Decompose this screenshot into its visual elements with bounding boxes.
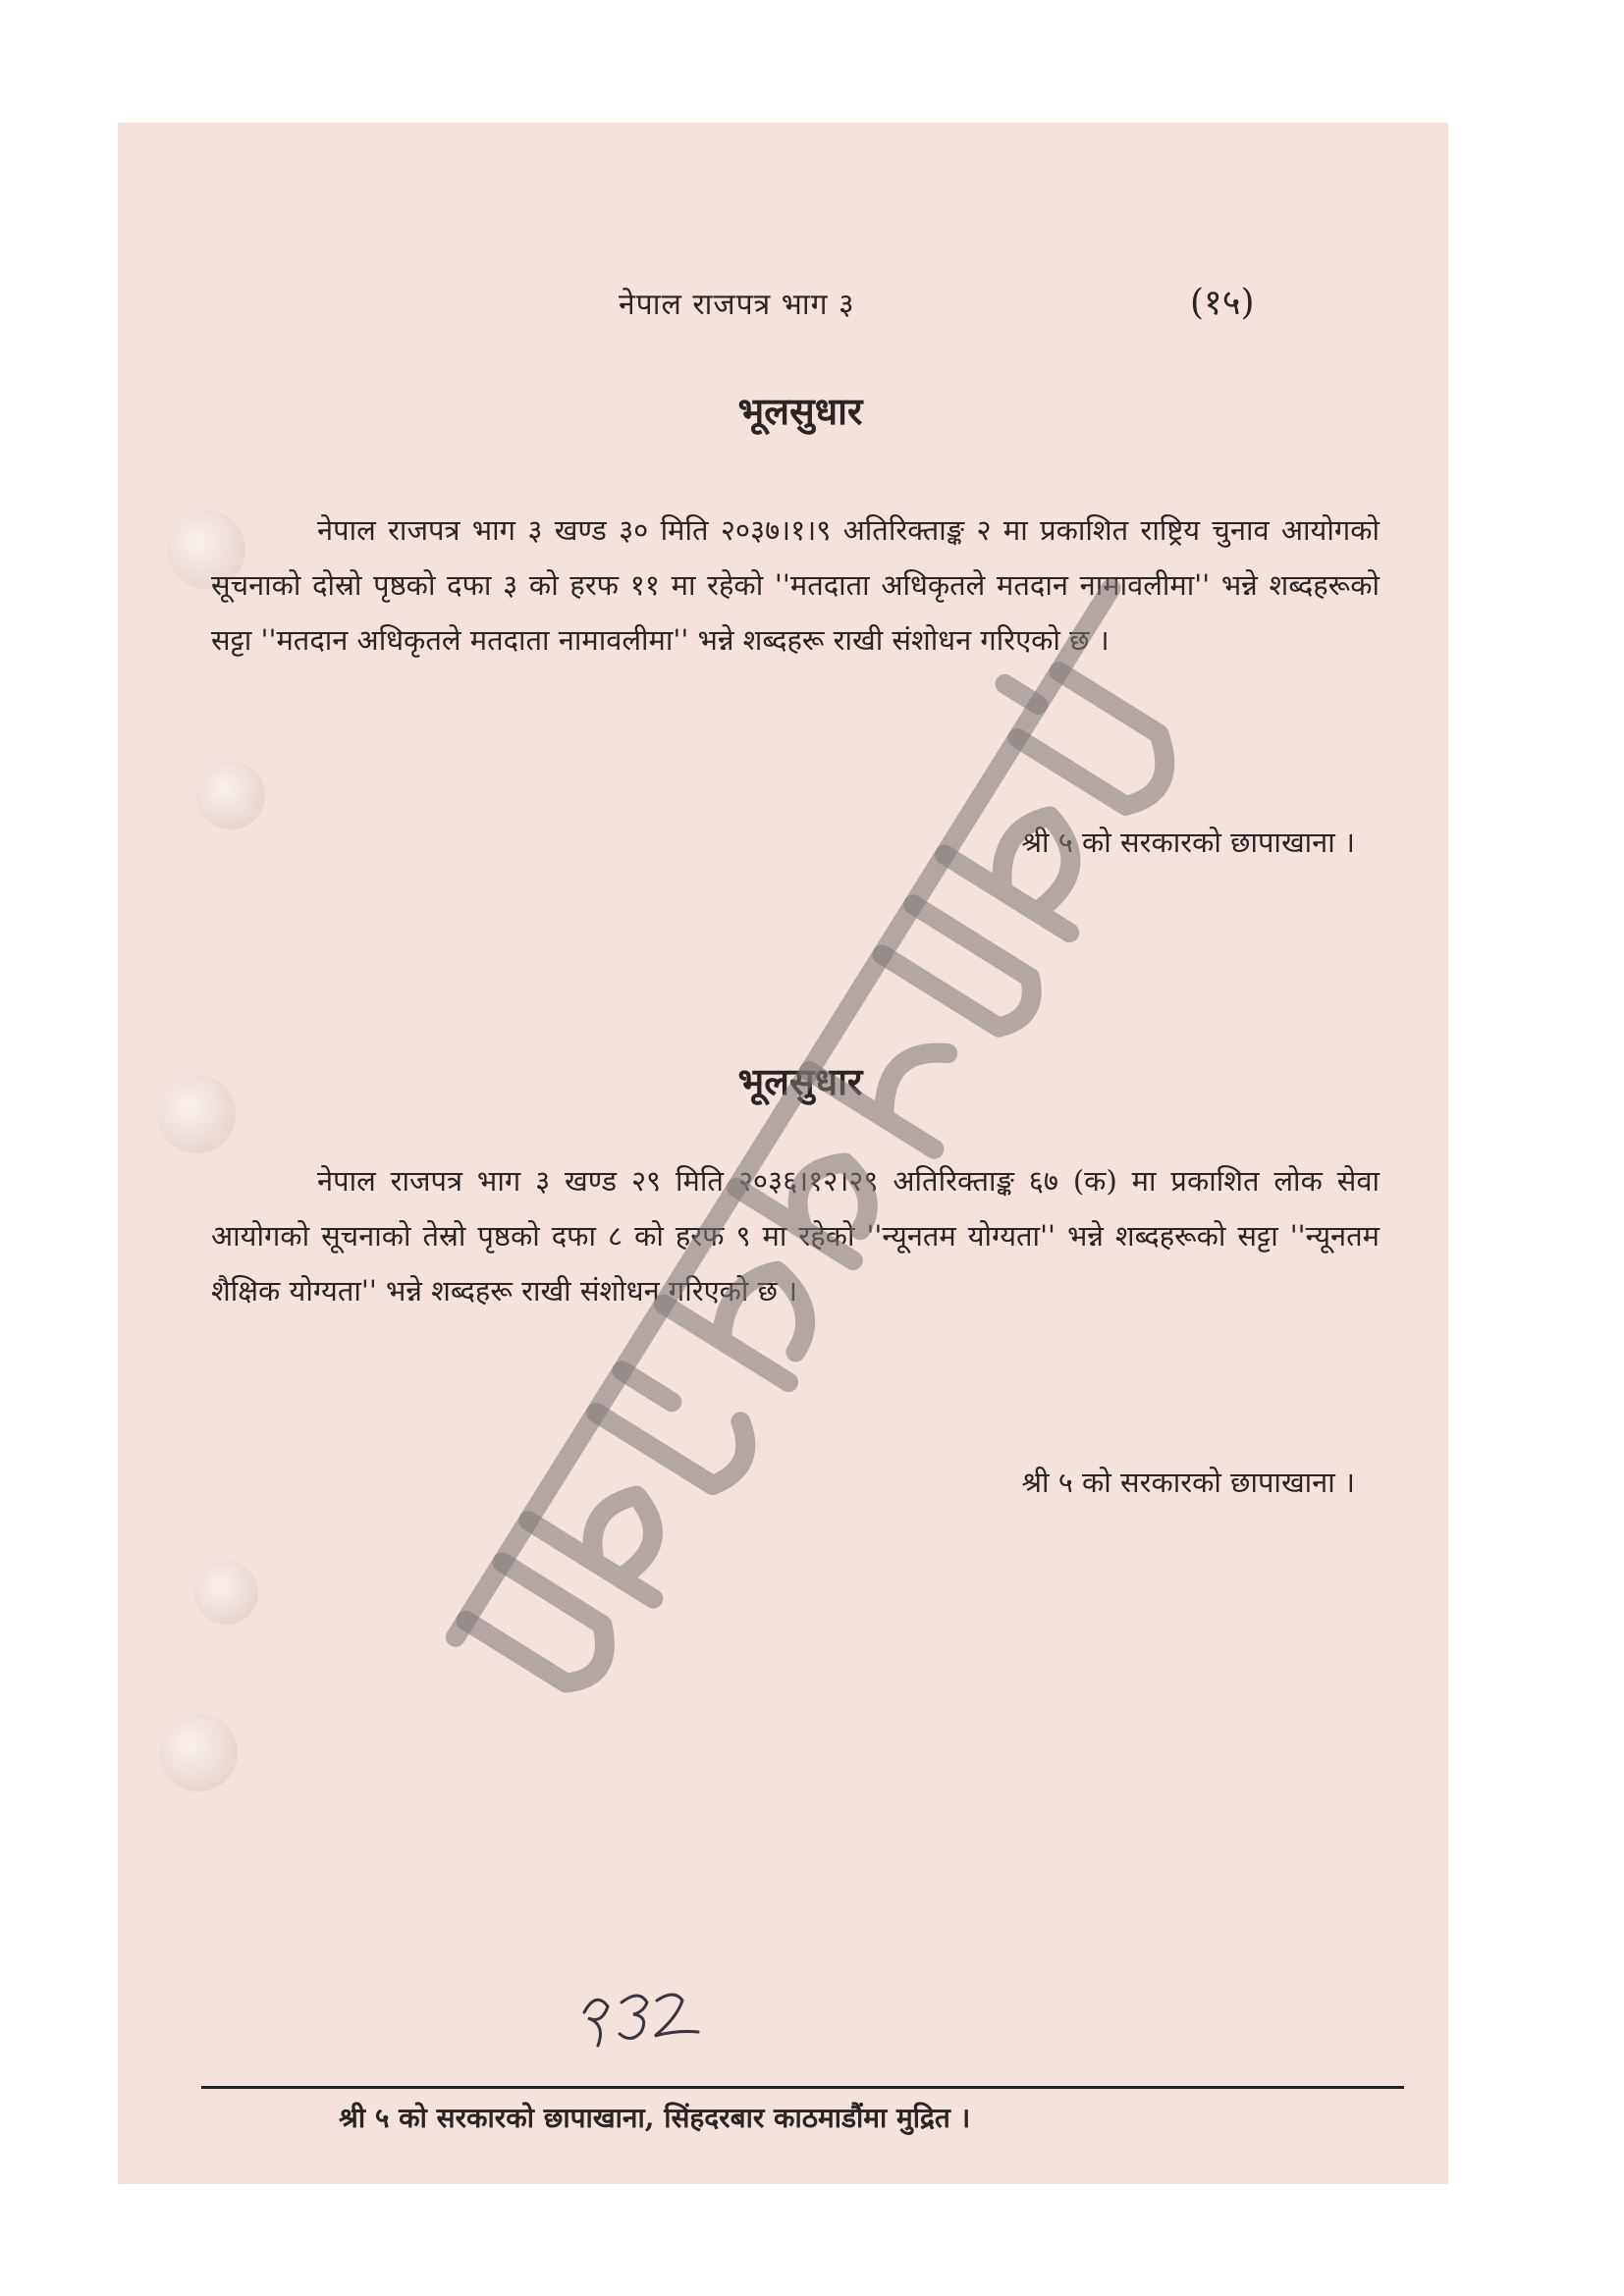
page-number: (१५) xyxy=(1190,283,1255,323)
gazette-header-title: नेपाल राजपत्र भाग ३ xyxy=(619,288,855,322)
punch-hole xyxy=(157,1075,236,1153)
notice-2-body-text: नेपाल राजपत्र भाग ३ खण्ड २९ मिति २०३६।१२।२९ अतिरिक्ताङ्क ६७ (क) मा प्रकाशित लोक सेवा आयोगको सूचनाको तेस्रो पृष्ठको दफा ८ को हरफ ९ मा रहेको ''न्यूनतम योग्यता'' भन्ने शब्दहरूको सट्टा ''न्यूनतम शैक्षिक योग्यता'' भन्ने शब्दहरू राखी संशोधन गरिएको छ । xyxy=(211,1164,1380,1308)
notice-1-body-text: नेपाल राजपत्र भाग ३ खण्ड ३० मिति २०३७।१।९ अतिरिक्ताङ्क २ मा प्रकाशित राष्ट्रिय चुनाव आयोगको सूचनाको दोस्रो पृष्ठको दफा ३ को हरफ ११ मा रहेको ''मतदाता अधिकृतले मतदान नामावलीमा'' भन्ने शब्दहरूको सट्टा ''मतदान अधिकृतले मतदाता नामावलीमा'' भन्ने शब्दहरू राखी संशोधन गरिएको छ । xyxy=(211,513,1380,657)
notice-1-heading: भूलसुधार xyxy=(737,389,863,433)
footer-rule xyxy=(201,2086,1404,2089)
notice-2-body xyxy=(211,1153,1380,1318)
notice-1-signature: श्री ५ को सरकारको छापाखाना । xyxy=(1021,826,1355,859)
punch-hole xyxy=(159,1713,238,1791)
notice-2-heading: भूलसुधार xyxy=(737,1059,863,1103)
notice-2-signature: श्री ५ को सरकारको छापाखाना । xyxy=(1021,1466,1355,1499)
notice-1-body xyxy=(211,503,1380,667)
handwritten-page-number xyxy=(574,1973,712,2052)
punch-hole xyxy=(194,1561,258,1625)
footer-imprint: श्री ५ को सरकारको छापाखाना, सिंहदरबार काठमाडौंमा मुद्रित । xyxy=(339,2102,971,2134)
punch-hole xyxy=(196,761,265,829)
